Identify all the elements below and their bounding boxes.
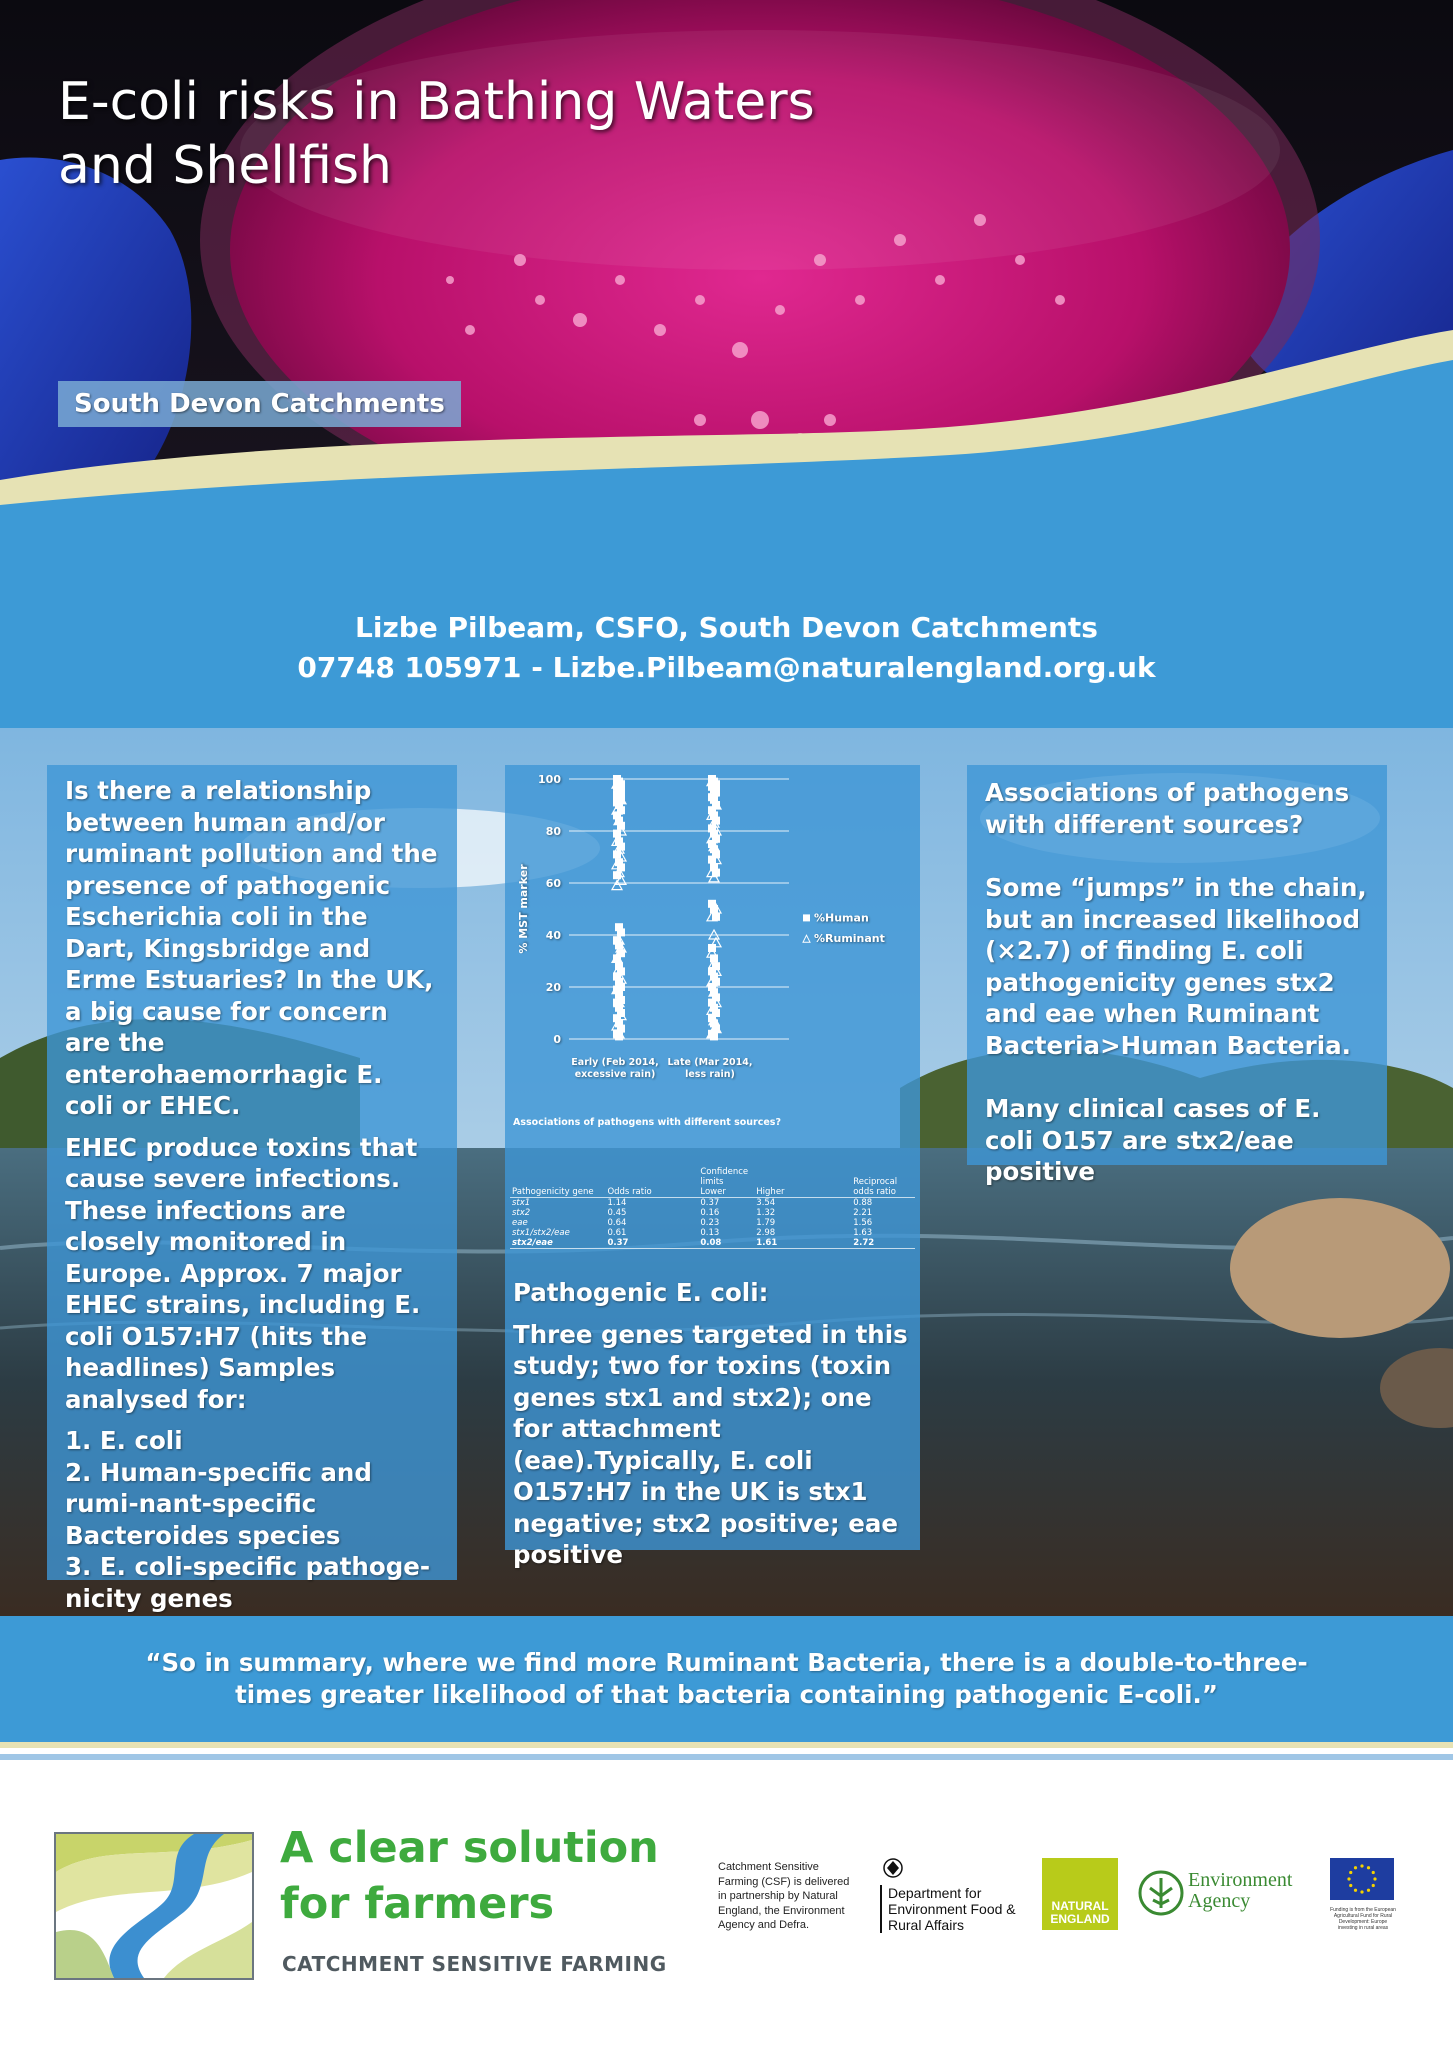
scatter-plot [505,765,920,1095]
eu-star-icon [1360,1864,1363,1867]
environment-agency-icon [1138,1870,1184,1916]
eu-funding-note: Funding is from the European Agricultural Fund for Rural Development: Europe investing in rural areas [1330,1907,1396,1931]
associations-finding: Some “jumps” in the chain, but an increased likelihood (×2.7) of finding E. coli pathogenicity genes stx2 and eae when Ruminant Bacteria>Human Bacteria. [985,873,1367,1060]
divider-stripe [0,1742,1453,1748]
table-cell: 0.08 [698,1238,754,1249]
eu-star-icon [1373,1877,1376,1880]
contact-details: 07748 105971 - Lizbe.Pilbeam@naturalengland.org.uk [297,651,1156,684]
column-header: Higher [754,1167,851,1198]
royal-crest-icon [880,1856,906,1880]
y-axis-label: % MST marker [517,864,530,954]
pathogenic-ecoli-heading: Pathogenic E. coli: [513,1278,769,1307]
legend-label: %Human [814,911,869,925]
column-header [698,1167,754,1198]
table-cell: 0.13 [700,1228,720,1238]
table-cell: 2.21 [853,1208,873,1218]
legend-marker-ruminant [803,935,810,942]
slogan: A clear solution for farmers [280,1823,659,1929]
pathogenic-ecoli-text [513,1277,913,1571]
column-header: Odds ratio [605,1167,698,1198]
legend-marker-human [803,914,810,921]
y-tick-label: 80 [545,825,561,838]
table-cell: 2.98 [756,1228,776,1238]
table-cell: stx2/eae [510,1238,605,1249]
divider-stripe [0,1754,1453,1760]
table-cell: 2.72 [851,1238,915,1249]
research-question-panel [47,765,457,1613]
confidence-limits-label: Confidence limits [700,1167,749,1187]
eu-star-icon [1367,1866,1370,1869]
defra-name: Department for Environment Food & Rural Affairs [880,1885,1028,1933]
table-cell: stx2 [512,1208,531,1218]
eu-star-icon [1367,1889,1370,1892]
table-cell: 3.54 [756,1198,776,1208]
chart-caption: Associations of pathogens with different sources? [513,1117,781,1128]
table-cell: 0.45 [607,1208,627,1218]
eu-star-icon [1347,1877,1350,1880]
eu-funding-logo [1330,1858,1396,1931]
legend-label: %Ruminant [814,932,885,946]
table-row [510,1218,915,1228]
associations-heading: Associations of pathogens with different sources? [985,778,1350,839]
odds-ratio-table [510,1167,915,1249]
y-tick-label: 20 [545,981,561,994]
csf-name: CATCHMENT SENSITIVE FARMING [282,1952,667,1976]
column-header: Reciprocal odds ratio [851,1167,915,1198]
eu-star-icon [1349,1871,1352,1874]
natural-england-logo: NATURAL ENGLAND [1042,1858,1118,1930]
column-header: Pathogenicity gene [510,1167,605,1198]
data-point-human [617,928,625,936]
table-row [510,1208,915,1218]
x-category-label: Late (Mar 2014, [667,1057,753,1068]
summary-band [0,1616,1453,1742]
x-category-label: excessive rain) [574,1069,656,1080]
table-cell: 1.56 [853,1218,873,1228]
defra-logo [880,1856,1028,1933]
list-item: 2. Human-specific and rumi-nant-specific Bacteroides species [65,1457,372,1550]
table-cell: 0.64 [607,1218,627,1228]
x-category-label: less rain) [685,1069,735,1080]
table-cell: 1.79 [756,1218,776,1228]
table-cell: 0.16 [700,1208,720,1218]
table-cell: 0.37 [700,1198,720,1208]
partnership-note: Catchment Sensitive Farming (CSF) is delivered in partnership by Natural England, the Environment Agency and Defra. [718,1861,850,1931]
header-photo [0,0,1453,560]
y-tick-label: 60 [545,877,561,890]
eu-star-icon [1372,1871,1375,1874]
eu-star-icon [1354,1866,1357,1869]
contact-name: Lizbe Pilbeam, CSFO, South Devon Catchments [355,611,1098,644]
table-row [510,1198,915,1209]
list-item: 3. E. coli-specific pathoge-nicity genes [65,1552,431,1613]
table-cell: stx1/stx2/eae [512,1228,570,1238]
x-category-label: Early (Feb 2014, [571,1057,659,1068]
table-cell: 1.14 [607,1198,627,1208]
eu-star-icon [1372,1884,1375,1887]
poster-title: E-coli risks in Bathing Waters and Shellfish [58,72,815,196]
contact-band [0,560,1453,728]
table-cell: 0.88 [853,1198,873,1208]
eu-star-icon [1354,1889,1357,1892]
table-row [510,1228,915,1238]
divider-stripes [0,1742,1453,1778]
table-cell: 1.61 [754,1238,851,1249]
clinical-cases-note: Many clinical cases of E. coli O157 are stx2/eae positive [985,1094,1321,1186]
table-cell: 0.23 [700,1218,720,1228]
eu-flag-icon [1330,1858,1394,1900]
eu-star-icon [1360,1890,1363,1893]
region-badge: South Devon Catchments [58,381,461,427]
analysis-list [65,1425,439,1646]
ehec-description: EHEC produce toxins that cause severe infections. These infections are closely monitored in Europe. Approx. 7 major EHEC strains, including E. coli O157:H7 (hits the headlines) Samples analysed for: [65,1132,421,1414]
csf-logo-icon [54,1832,254,1980]
y-tick-label: 0 [553,1033,561,1046]
list-item: 1. E. coli [65,1426,183,1455]
y-tick-label: 40 [545,929,561,942]
table-cell: stx1 [512,1198,531,1208]
associations-panel [967,765,1387,1186]
table-cell: eae [512,1218,528,1228]
table-cell: 0.61 [607,1228,627,1238]
summary-quote: “So in summary, where we find more Ruminant Bacteria, there is a double-to-three-times greater likelihood of that bacteria containing pathogenic E-coli.” [145,1648,1308,1709]
table-row [510,1238,915,1249]
table-cell: 0.37 [605,1238,698,1249]
environment-agency-name: Environment Agency [1188,1869,1293,1912]
table-cell: 1.63 [853,1228,873,1238]
y-tick-label: 100 [538,773,561,786]
eu-star-icon [1349,1884,1352,1887]
pathogenic-ecoli-body: Three genes targeted in this study; two for toxins (toxin genes stx1 and stx2); one for attachment (eae).Typically, E. coli O157:H7 in the UK is stx1 negative; stx2 positive; eae positive [513,1319,908,1569]
research-question: Is there a relationship between human and/or ruminant pollution and the presence of pathogenic Escherichia coli in the Dart, Kingsbridge and Erme Estuaries? In the UK, a big cause for concern are the enterohaemorrhagic E. coli or EHEC. [65,776,438,1120]
lower-label: Lower [700,1187,726,1197]
table-cell: 1.32 [756,1208,776,1218]
